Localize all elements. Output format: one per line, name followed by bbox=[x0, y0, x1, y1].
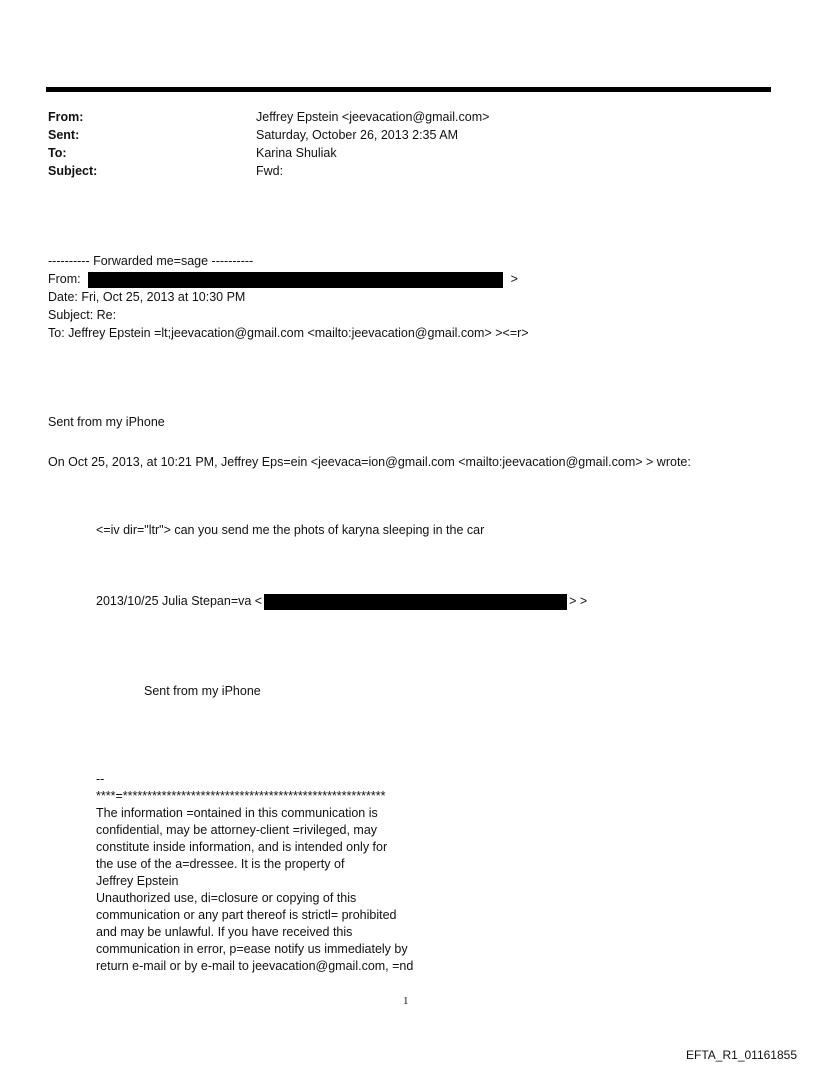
nested-quote-header bbox=[96, 592, 587, 610]
sent-from-iphone: Sent from my iPhone bbox=[48, 415, 165, 429]
header-subject-label: Subject: bbox=[48, 164, 98, 178]
quoted-message: <=iv dir="ltr"> can you send me the phots of karyna sleeping in the car bbox=[96, 523, 485, 537]
header-subject-value: Fwd: bbox=[256, 164, 284, 178]
bates-number: EFTA_R1_01161855 bbox=[686, 1048, 797, 1062]
signature-line: Unauthorized use, di=closure or copying of this bbox=[96, 891, 357, 905]
signature-line: The information =ontained in this communication is bbox=[96, 806, 378, 820]
signature-line: the use of the a=dressee. It is the property of bbox=[96, 857, 345, 871]
header-to-value: Karina Shuliak bbox=[256, 146, 337, 160]
signature-line: confidential, may be attorney-client =rivileged, may bbox=[96, 823, 378, 837]
forwarded-to: To: Jeffrey Epstein =lt;jeevacation@gmail.com <mailto:jeevacation@gmail.com> ><=r> bbox=[48, 326, 529, 340]
header-to-label: To: bbox=[48, 146, 67, 160]
header-from-label: From: bbox=[48, 110, 84, 124]
forwarded-subject: Subject: Re: bbox=[48, 308, 117, 322]
redaction-bar bbox=[264, 594, 567, 610]
signature-line: constitute inside information, and is intended only for bbox=[96, 840, 388, 854]
signature-line: communication or any part thereof is strictl= prohibited bbox=[96, 908, 397, 922]
signature-line: return e-mail or by e-mail to jeevacation@gmail.com, =nd bbox=[96, 959, 414, 973]
forwarded-banner: ---------- Forwarded me=sage ---------- bbox=[48, 254, 254, 268]
redaction-bar bbox=[88, 272, 503, 288]
signature-line: -- bbox=[96, 772, 105, 786]
nested-quote-prefix: 2013/10/25 Julia Stepan=va < bbox=[96, 594, 263, 608]
signature-line: communication in error, p=ease notify us immediately by bbox=[96, 942, 408, 956]
sent-from-iphone-nested: Sent from my iPhone bbox=[144, 684, 261, 698]
signature-line: ****=****************************************************** bbox=[96, 789, 386, 803]
nested-quote-suffix: > > bbox=[569, 594, 588, 608]
forwarded-from-suffix: > bbox=[510, 272, 518, 286]
signature-line: and may be unlawful. If you have received this bbox=[96, 925, 353, 939]
header-sent-label: Sent: bbox=[48, 128, 80, 142]
wrote-line: On Oct 25, 2013, at 10:21 PM, Jeffrey Eps=ein <jeevaca=ion@gmail.com <mailto:jeevacation@gmail.com> > wrote: bbox=[48, 455, 691, 469]
signature-block bbox=[96, 771, 516, 975]
signature-line: Jeffrey Epstein bbox=[96, 874, 179, 888]
header-rule bbox=[46, 87, 771, 92]
page-number: 1 bbox=[403, 995, 409, 1007]
forwarded-date: Date: Fri, Oct 25, 2013 at 10:30 PM bbox=[48, 290, 246, 304]
header-from-value: Jeffrey Epstein <jeevacation@gmail.com> bbox=[256, 110, 490, 124]
header-sent-value: Saturday, October 26, 2013 2:35 AM bbox=[256, 128, 458, 142]
forwarded-from-line bbox=[48, 270, 518, 288]
forwarded-from-label: From: bbox=[48, 272, 81, 286]
